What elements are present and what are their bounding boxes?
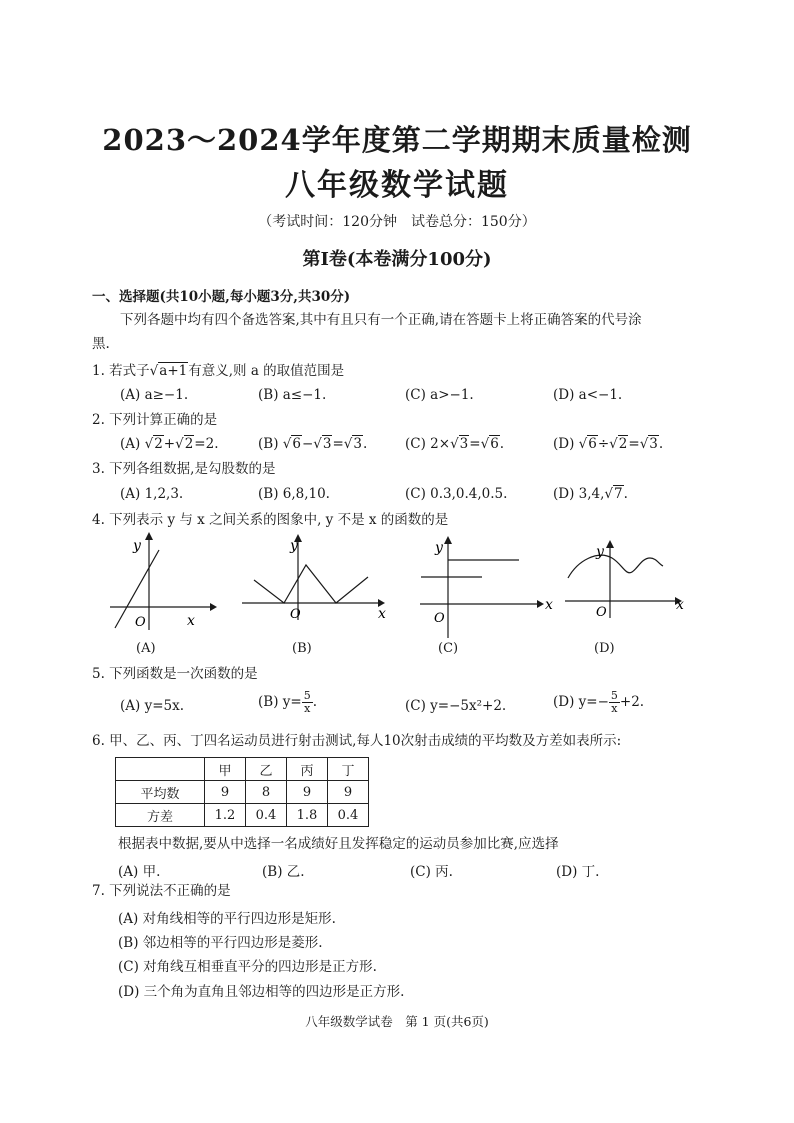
q1-option-a: (A) a≥−1. — [120, 387, 189, 403]
q5-option-d — [553, 690, 644, 715]
q6-score-table — [115, 757, 369, 827]
q2-a-label: (A) — [120, 436, 145, 452]
q7-option-c: (C) 对角线互相垂直平分的四边形是正方形. — [118, 959, 377, 975]
q7-stem: 7. 下列说法不正确的是 — [92, 883, 231, 899]
q2-a-radicand-1: 2 — [154, 436, 163, 452]
q4-caption-d: (D) — [594, 641, 615, 656]
q5-option-c: (C) y=−5x²+2. — [405, 698, 507, 714]
table-header-row — [116, 758, 369, 781]
q2-a-radicand-2: 2 — [184, 436, 194, 452]
q2-option-d: (D) √6÷√2=√3. — [553, 436, 664, 452]
part-title: 第Ⅰ卷(本卷满分100分) — [302, 249, 492, 270]
y-label: y — [290, 538, 298, 554]
table-cell: 8 — [246, 781, 287, 804]
section-instruction-2: 黑. — [92, 336, 110, 352]
graph-line — [254, 565, 368, 603]
table-header-cell: 丙 — [287, 758, 328, 781]
table-cell: 方差 — [116, 804, 205, 827]
table-cell: 1.2 — [205, 804, 246, 827]
q2-c-radicand-1: 3 — [459, 436, 469, 452]
q3-stem: 3. 下列各组数据,是勾股数的是 — [92, 461, 276, 477]
section-instruction-1: 下列各题中均有四个备选答案,其中有且只有一个正确,请在答题卡上将正确答案的代号涂 — [120, 312, 642, 328]
q5-d-numerator: 5 — [610, 689, 618, 702]
q4-stem: 4. 下列表示 y 与 x 之间关系的图象中, y 不是 x 的函数的是 — [92, 512, 449, 528]
q2-d-op: ÷ — [597, 436, 610, 452]
table-row — [116, 781, 369, 804]
q6-option-c: (C) 丙. — [410, 864, 453, 880]
q2-c-pre: 2× — [430, 436, 451, 452]
table-cell: 1.8 — [287, 804, 328, 827]
q2-c-label: (C) — [405, 436, 431, 452]
q5-b-end: . — [312, 694, 317, 710]
q2-option-a: (A) √2+√2=2. — [120, 436, 219, 452]
q5-d-denominator: x — [611, 702, 618, 715]
section-heading: 一、选择题(共10小题,每小题3分,共30分) — [92, 289, 351, 305]
graph-curve — [568, 555, 663, 578]
table-cell: 0.4 — [328, 804, 369, 827]
q5-b-numerator: 5 — [303, 689, 311, 702]
q5-option-b — [258, 690, 317, 715]
q3-option-a: (A) 1,2,3. — [120, 486, 184, 502]
q2-option-b: (B) √6−√3=√3. — [258, 436, 368, 452]
q2-b-op: − — [301, 436, 314, 452]
q2-stem: 2. 下列计算正确的是 — [92, 412, 218, 428]
table-header-cell: 丁 — [328, 758, 369, 781]
q4-graph-d — [560, 530, 690, 635]
q2-d-radicand-1: 6 — [588, 436, 597, 452]
q1-stem-post: 有意义,则 a 的取值范围是 — [188, 363, 345, 379]
q2-b-label: (B) — [258, 436, 283, 452]
q3-d-end: . — [623, 486, 628, 502]
table-header-cell — [116, 758, 205, 781]
x-label: x — [545, 597, 553, 613]
table-header-cell: 乙 — [246, 758, 287, 781]
q2-b-radicand-3: 3 — [353, 436, 362, 452]
q2-c-eq: = — [469, 436, 481, 452]
exam-subtitle: 八年级数学试题 — [285, 168, 509, 203]
y-label: y — [596, 544, 604, 560]
x-label: x — [378, 606, 386, 622]
q6-option-a: (A) 甲. — [118, 864, 161, 880]
y-arrow — [444, 536, 452, 544]
x-label: x — [187, 613, 195, 629]
q1-radicand: a+1 — [159, 363, 188, 379]
q2-b-eq: = — [332, 436, 344, 452]
q5-b-pre: (B) y= — [258, 694, 302, 710]
q5-d-fraction — [609, 690, 620, 715]
y-arrow — [145, 532, 153, 540]
table-cell: 9 — [328, 781, 369, 804]
origin-label: O — [434, 611, 445, 626]
q3-option-c: (C) 0.3,0.4,0.5. — [405, 486, 508, 502]
origin-label: O — [290, 607, 301, 622]
q7-option-b: (B) 邻边相等的平行四边形是菱形. — [118, 935, 323, 951]
q4-graph-b — [240, 530, 390, 635]
origin-label: O — [596, 605, 607, 620]
q5-d-pre: (D) y=− — [553, 694, 609, 710]
exam-info: （考试时间：120分钟 试卷总分：150分） — [258, 214, 536, 230]
q5-b-fraction — [302, 690, 313, 715]
q1-stem-pre: 1. 若式子 — [92, 363, 150, 379]
q2-c-end: . — [499, 436, 505, 452]
q2-b-radicand-1: 6 — [292, 436, 301, 452]
q2-b-end: . — [362, 436, 368, 452]
q5-b-denominator: x — [304, 702, 311, 715]
y-label: y — [435, 540, 443, 556]
y-label: y — [133, 538, 141, 554]
q2-d-eq: = — [628, 436, 640, 452]
q3-d-radicand: 7 — [614, 486, 623, 502]
q4-graph-a — [105, 530, 220, 635]
table-cell: 平均数 — [116, 781, 205, 804]
table-header-cell: 甲 — [205, 758, 246, 781]
q1-stem: 1. 若式子√a+1有意义,则 a 的取值范围是 — [92, 363, 345, 379]
q2-a-op: + — [163, 436, 176, 452]
q2-b-radicand-2: 3 — [322, 436, 332, 452]
q2-a-result: =2. — [194, 436, 219, 452]
q3-option-b: (B) 6,8,10. — [258, 486, 330, 502]
q1-option-d: (D) a<−1. — [553, 387, 623, 403]
page-footer: 八年级数学试卷 第 1 页(共6页) — [305, 1014, 489, 1029]
q2-d-radicand-3: 3 — [649, 436, 658, 452]
x-arrow — [537, 600, 544, 608]
q1-option-b: (B) a≤−1. — [258, 387, 327, 403]
table-cell: 9 — [205, 781, 246, 804]
table-cell: 9 — [287, 781, 328, 804]
q5-option-a: (A) y=5x. — [120, 698, 185, 714]
q3-option-d: (D) 3,4,√7. — [553, 486, 628, 502]
q4-graph-c — [415, 530, 560, 640]
q7-option-a: (A) 对角线相等的平行四边形是矩形. — [118, 911, 336, 927]
q5-d-end: +2. — [619, 694, 645, 710]
q2-option-c: (C) 2×√3=√6. — [405, 436, 505, 452]
q7-option-d: (D) 三个角为直角且邻边相等的四边形是正方形. — [118, 984, 405, 1000]
q2-c-radicand-2: 6 — [490, 436, 499, 452]
q2-d-label: (D) — [553, 436, 579, 452]
table-row — [116, 804, 369, 827]
q4-caption-b: (B) — [292, 641, 312, 656]
q1-option-c: (C) a>−1. — [405, 387, 474, 403]
exam-title: 2023～2024学年度第二学期期末质量检测 — [102, 123, 692, 157]
table-cell: 0.4 — [246, 804, 287, 827]
q6-stem: 6. 甲、乙、丙、丁四名运动员进行射击测试,每人10次射击成绩的平均数及方差如表所示: — [92, 733, 622, 749]
q2-d-radicand-2: 2 — [618, 436, 628, 452]
q6-option-d: (D) 丁. — [556, 864, 600, 880]
q3-d-pre: (D) 3,4, — [553, 486, 605, 502]
q4-caption-c: (C) — [438, 641, 459, 656]
x-arrow — [210, 603, 217, 611]
origin-label: O — [135, 615, 146, 630]
q6-option-b: (B) 乙. — [262, 864, 305, 880]
q2-d-end: . — [658, 436, 664, 452]
q4-caption-a: (A) — [136, 641, 156, 656]
q6-followup: 根据表中数据,要从中选择一名成绩好且发挥稳定的运动员参加比赛,应选择 — [118, 836, 559, 852]
q5-stem: 5. 下列函数是一次函数的是 — [92, 666, 258, 682]
x-label: x — [676, 597, 684, 613]
y-arrow — [606, 540, 614, 548]
